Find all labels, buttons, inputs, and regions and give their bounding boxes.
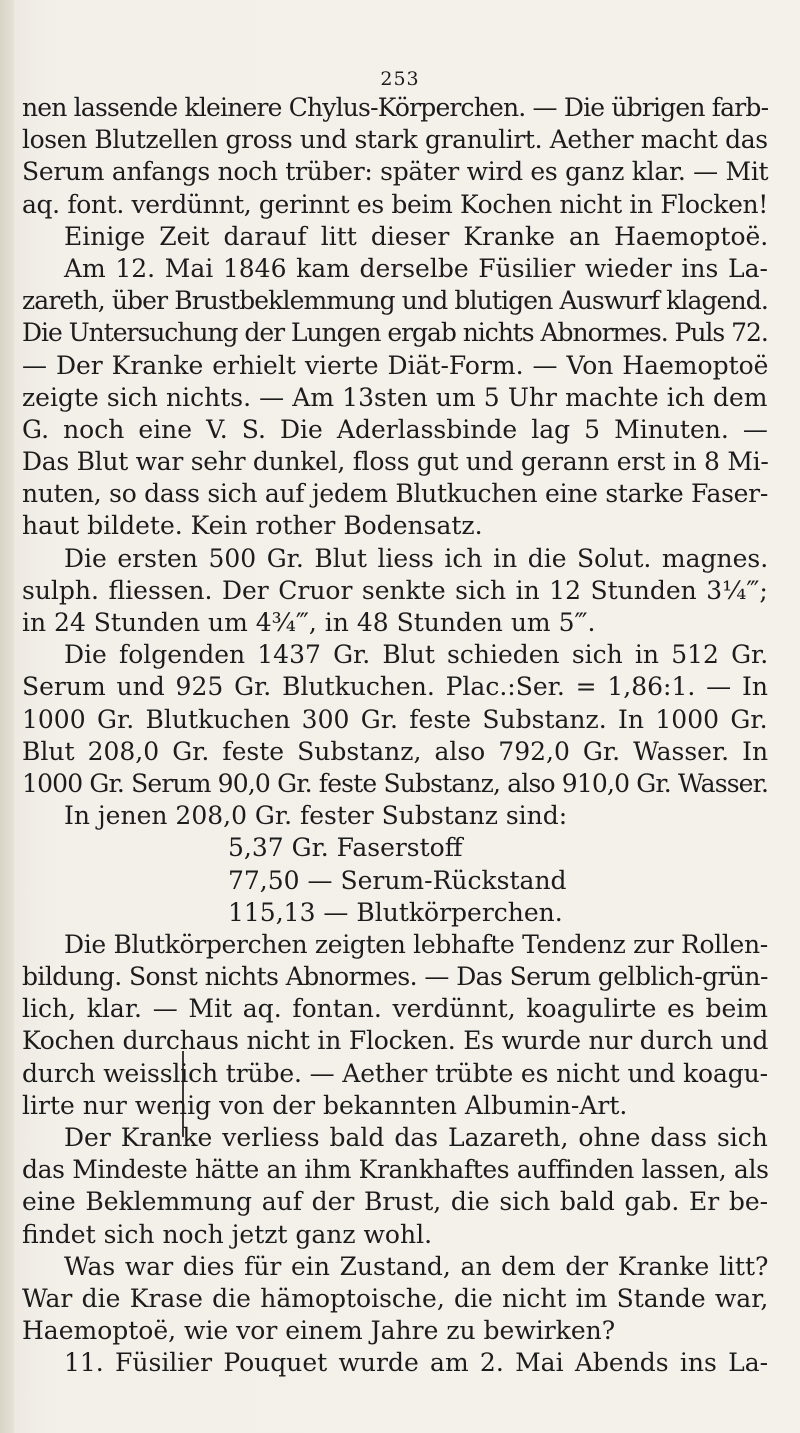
text-line: Die Blutkörperchen zeigten lebhafte Tendenz zur Rollen- xyxy=(64,929,768,959)
text-line: Das Blut war sehr dunkel, floss gut und gerann erst in 8 Mi- xyxy=(22,447,769,477)
text-line: Serum und 925 Gr. Blutkuchen. Plac.:Ser. = 1,86:1. — In xyxy=(22,672,768,702)
text-line: lich, klar. — Mit aq. fontan. verdünnt, koagulirte es beim xyxy=(22,994,768,1024)
text-line: Der Kranke verliess bald das Lazareth, ohne dass sich xyxy=(64,1123,768,1152)
text-line: 1000 Gr. Serum 90,0 Gr. feste Substanz, also 910,0 Gr. Wasser. xyxy=(22,768,769,798)
text-line: findet sich noch jetzt ganz wohl. xyxy=(22,1219,433,1249)
text-line: Einige Zeit darauf litt dieser Kranke an Haemoptoë. xyxy=(64,221,769,251)
text-line: Kochen durchaus nicht in Flocken. Es wurde nur durch und xyxy=(22,1026,769,1056)
text-line: sulph. fliessen. Der Cruor senkte sich in 12 Stunden 3¼‴; xyxy=(22,575,768,605)
text-line: durch weisslich trübe. — Aether trübte es nicht und koagu- xyxy=(22,1058,768,1088)
text-line: War die Krase die hämoptoische, die nicht im Stande war, xyxy=(22,1283,769,1313)
text-line: eine Beklemmung auf der Brust, die sich bald gab. Er be- xyxy=(22,1187,769,1217)
text-line: — Der Kranke erhielt vierte Diät-Form. — Von Haemoptoë xyxy=(22,350,769,380)
page-gutter-shadow xyxy=(0,0,14,1433)
text-line: nuten, so dass sich auf jedem Blutkuchen eine starke Faser- xyxy=(22,479,769,509)
text-line: In jenen 208,0 Gr. fester Substanz sind: xyxy=(64,801,568,831)
text-line: Die folgenden 1437 Gr. Blut schieden sich in 512 Gr. xyxy=(64,640,769,670)
text-line: G. noch eine V. S. Die Aderlassbinde lag 5 Minuten. — xyxy=(22,414,768,444)
text-line: Serum anfangs noch trüber: später wird es ganz klar. — Mit xyxy=(22,157,769,187)
text-line: 11. Füsilier Pouquet wurde am 2. Mai Abends ins La- xyxy=(64,1348,769,1378)
text-line: Haemoptoë, wie vor einem Jahre zu bewirken? xyxy=(22,1316,616,1346)
text-line: in 24 Stunden um 4¾‴, in 48 Stunden um 5‴. xyxy=(22,608,596,637)
text-line: haut bildete. Kein rother Bodensatz. xyxy=(22,511,483,541)
text-line: Am 12. Mai 1846 kam derselbe Füsilier wieder ins La- xyxy=(64,253,768,283)
text-line: Die Untersuchung der Lungen ergab nichts Abnormes. Puls 72. xyxy=(22,318,768,348)
body-text xyxy=(22,92,768,1380)
list-line: 77,50 — Serum-Rückstand xyxy=(228,865,567,895)
text-line: das Mindeste hätte an ihm Krankhaftes auffinden lassen, als xyxy=(22,1155,769,1185)
list-line: 115,13 — Blutkörperchen. xyxy=(228,897,563,927)
list-line: 5,37 Gr. Faserstoff xyxy=(228,833,463,863)
text-line: zeigte sich nichts. — Am 13sten um 5 Uhr machte ich dem xyxy=(22,382,768,412)
text-line: bildung. Sonst nichts Abnormes. — Das Serum gelblich-grün- xyxy=(22,962,768,992)
text-line: Die ersten 500 Gr. Blut liess ich in die Solut. magnes. xyxy=(64,543,769,573)
text-line: Was war dies für ein Zustand, an dem der Kranke litt? xyxy=(64,1251,769,1281)
text-line: nen lassende kleinere Chylus-Körperchen. — Die übrigen farb- xyxy=(22,93,769,122)
text-line: aq. font. verdünnt, gerinnt es beim Kochen nicht in Flocken! xyxy=(22,189,768,219)
text-line: Blut 208,0 Gr. feste Substanz, also 792,0 Gr. Wasser. In xyxy=(22,736,769,766)
text-line: 1000 Gr. Blutkuchen 300 Gr. feste Substanz. In 1000 Gr. xyxy=(22,704,768,734)
page-number: 253 xyxy=(380,68,420,90)
text-line: losen Blutzellen gross und stark granulirt. Aether macht das xyxy=(22,125,768,155)
text-line: zareth, über Brustbeklemmung und blutigen Auswurf klagend. xyxy=(22,286,768,316)
text-line: lirte nur wenig von der bekannten Albumin-Art. xyxy=(22,1090,628,1120)
